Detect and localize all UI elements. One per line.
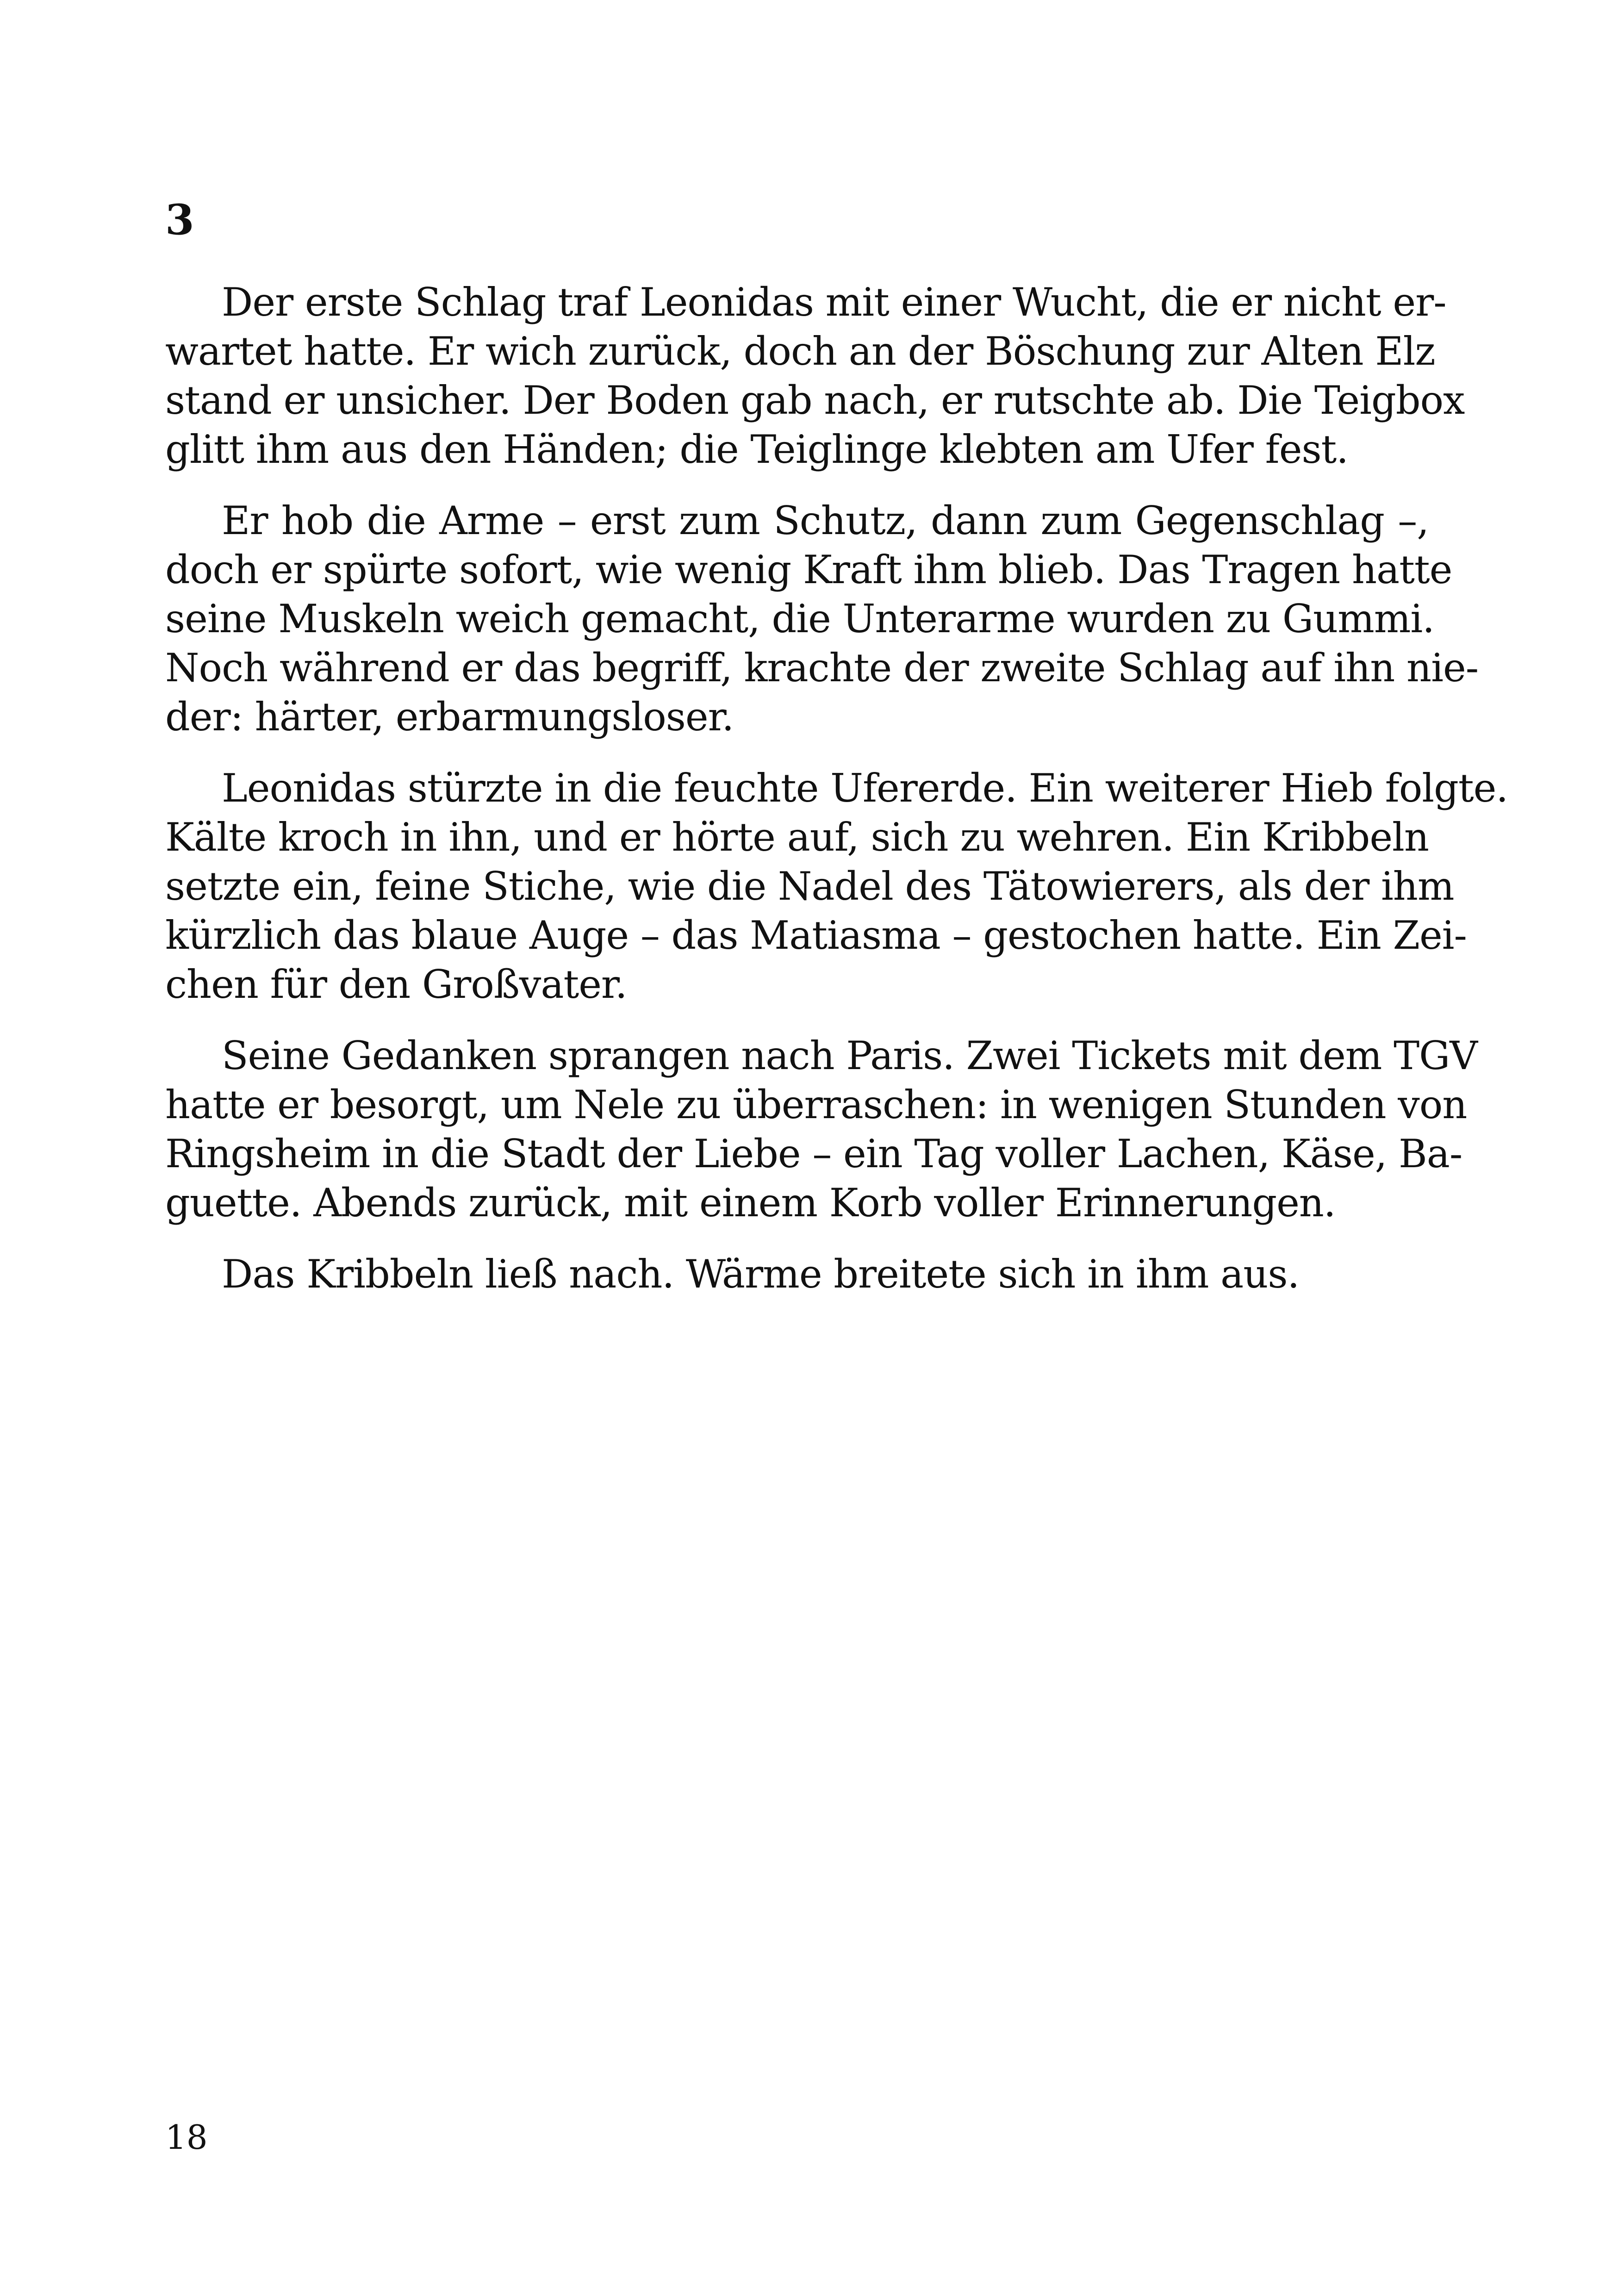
chapter-number: 3 <box>165 195 194 244</box>
text-line: Er hob die Arme – erst zum Schutz, dann zum Gegenschlag –, <box>222 498 1429 543</box>
text-line: setzte ein, feine Stiche, wie die Nadel des Tätowierers, als der ihm <box>165 864 1454 909</box>
paragraph <box>165 278 1465 474</box>
text-line: Seine Gedanken sprangen nach Paris. Zwei Tickets mit dem TGV <box>222 1033 1477 1078</box>
text-line: Leonidas stürzte in die feuchte Ufererde. Ein weiterer Hieb folgte. <box>222 765 1508 811</box>
text-line: Das Kribbeln ließ nach. Wärme breitete sich in ihm aus. <box>222 1251 1300 1297</box>
text-line: Noch während er das begriff, krachte der zweite Schlag auf ihn nie- <box>165 645 1479 691</box>
text-line: seine Muskeln weich gemacht, die Unterarme wurden zu Gummi. <box>165 596 1434 641</box>
chapter-body <box>165 278 1508 1321</box>
text-line: Der erste Schlag traf Leonidas mit einer Wucht, die er nicht er- <box>222 280 1446 325</box>
text-line: guette. Abends zurück, mit einem Korb voller Erinnerungen. <box>165 1180 1336 1226</box>
text-line: hatte er besorgt, um Nele zu überraschen: in wenigen Stunden von <box>165 1082 1467 1127</box>
text-line: kürzlich das blaue Auge – das Matiasma – gestochen hatte. Ein Zei- <box>165 913 1467 958</box>
text-line: glitt ihm aus den Händen; die Teiglinge klebten am Ufer fest. <box>165 427 1349 472</box>
paragraph <box>165 496 1479 741</box>
text-line: Ringsheim in die Stadt der Liebe – ein Tag voller Lachen, Käse, Ba- <box>165 1131 1462 1176</box>
paragraph <box>165 1250 1429 1299</box>
text-line: stand er unsicher. Der Boden gab nach, er rutschte ab. Die Teigbox <box>165 378 1465 423</box>
paragraph <box>165 764 1508 1009</box>
paragraph <box>165 1031 1477 1227</box>
text-line: Kälte kroch in ihn, und er hörte auf, sich zu wehren. Ein Kribbeln <box>165 815 1429 860</box>
text-line: chen für den Großvater. <box>165 962 627 1007</box>
page-number: 18 <box>165 2118 208 2157</box>
text-line: der: härter, erbarmungsloser. <box>165 694 734 740</box>
text-line: doch er spürte sofort, wie wenig Kraft ihm blieb. Das Tragen hatte <box>165 547 1452 592</box>
text-line: wartet hatte. Er wich zurück, doch an der Böschung zur Alten Elz <box>165 329 1435 374</box>
